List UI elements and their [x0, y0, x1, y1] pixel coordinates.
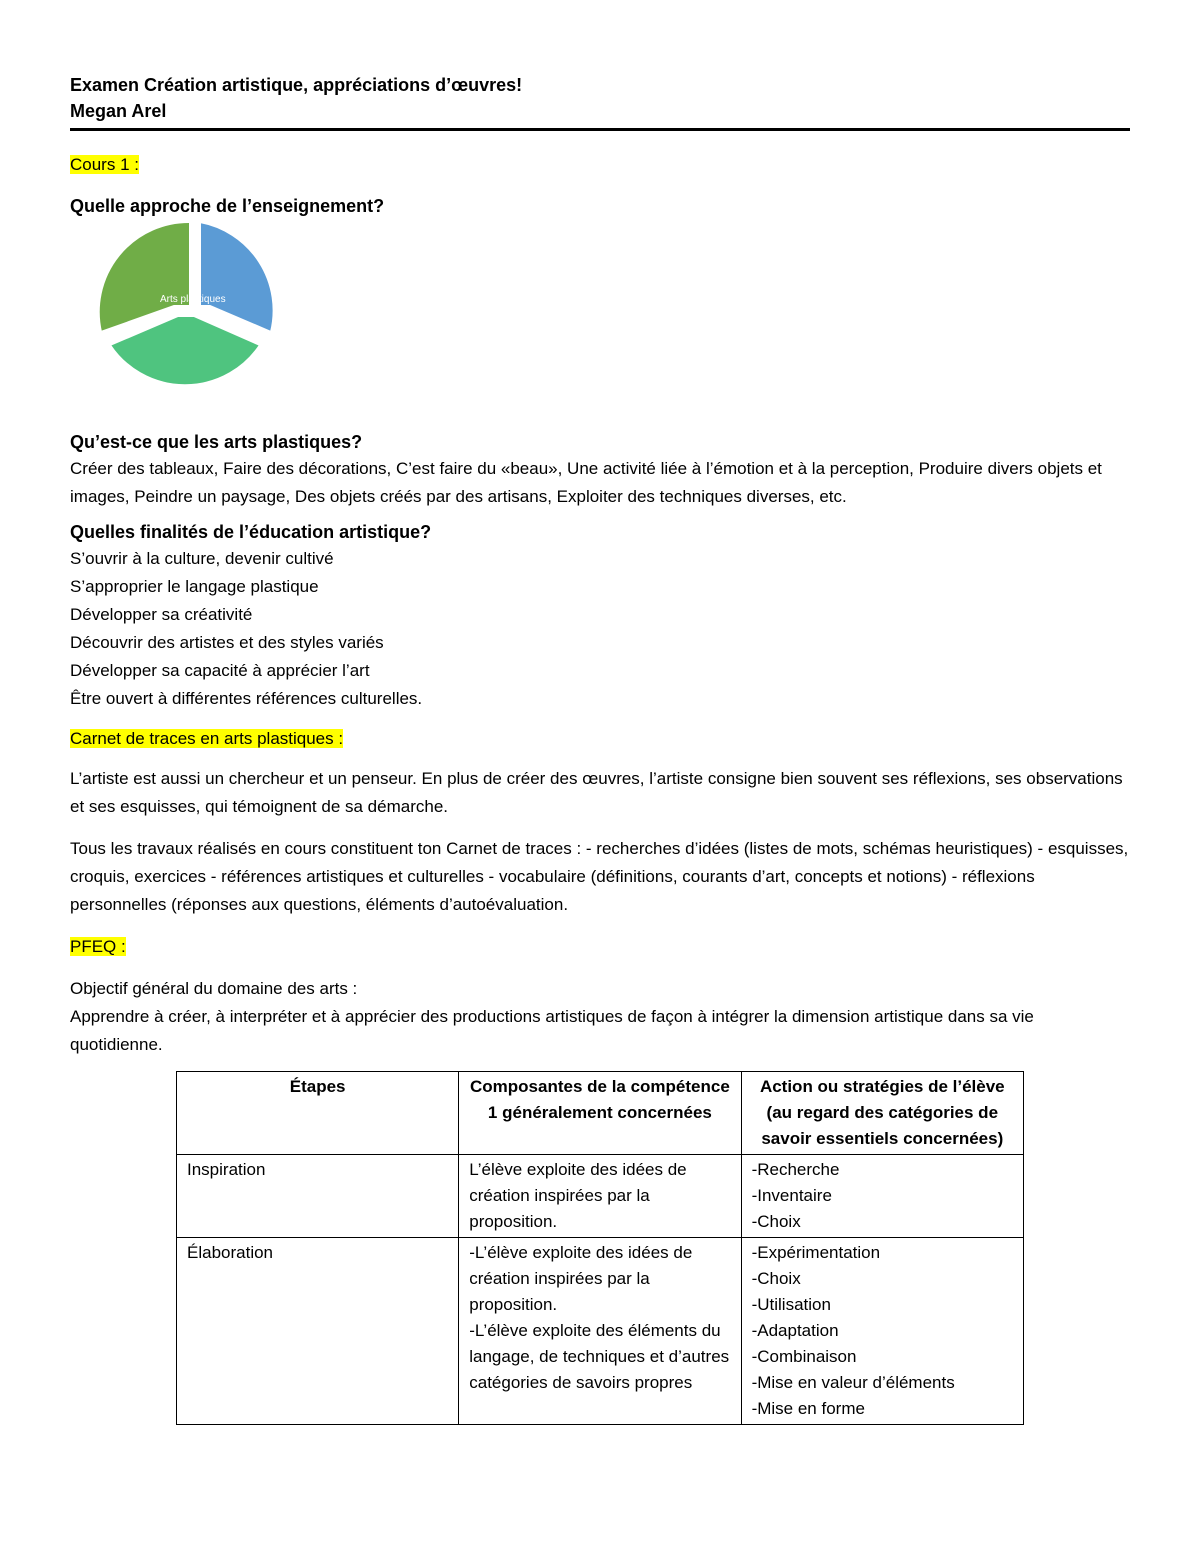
- cell-line: -Choix: [751, 1212, 801, 1231]
- table-header: Étapes: [177, 1072, 459, 1155]
- document-author: Megan Arel: [70, 101, 167, 121]
- cell-line: -Mise en forme: [751, 1399, 865, 1418]
- list-item: Développer sa capacité à apprécier l’art: [70, 661, 370, 680]
- table-cell-actions: [741, 1155, 1023, 1238]
- cell-line: -L’élève exploite des idées de création inspirées par la proposition.: [469, 1243, 693, 1314]
- cours-1-heading: [70, 151, 1130, 179]
- cell-line: -Utilisation: [751, 1295, 831, 1314]
- carnet-paragraph-2: Tous les travaux réalisés en cours constituent ton Carnet de traces : - recherches d’idées (listes de mots, schémas heuristiques) - esquisses, croquis, exercices - références artistiques et culturelles - vocabulaire (définitions, courants d’art, concepts et notions) - réflexions personnelles (réponses aux questions, éléments d’autoévaluation.: [70, 839, 1129, 914]
- table-header-row: [177, 1072, 1024, 1155]
- table-cell-actions: [741, 1238, 1023, 1425]
- cell-line: -Expérimentation: [751, 1243, 881, 1262]
- cycle-segment-blue: [200, 222, 274, 332]
- document-title: Examen Création artistique, appréciations d’œuvres!: [70, 75, 523, 95]
- table-cell-composantes: [459, 1155, 741, 1238]
- list-item: S’approprier le langage plastique: [70, 577, 319, 596]
- table-cell-etape: Élaboration: [177, 1238, 459, 1425]
- carnet-label: Carnet de traces en arts plastiques :: [70, 729, 344, 748]
- etapes-table: [176, 1071, 1024, 1425]
- pfeq-label: PFEQ :: [70, 937, 126, 956]
- table-cell-composantes: [459, 1238, 741, 1425]
- arts-heading: Qu’est-ce que les arts plastiques?: [70, 432, 363, 452]
- cycle-center-label: Arts plastiques: [160, 294, 226, 305]
- cell-line: -Choix: [751, 1269, 801, 1288]
- pfeq-heading: [70, 933, 1130, 961]
- cycle-segment-teal: [110, 316, 260, 385]
- finalites-list: [70, 545, 1130, 713]
- cell-line: -Recherche: [751, 1160, 840, 1179]
- cell-line: -Adaptation: [751, 1321, 839, 1340]
- list-item: Développer sa créativité: [70, 605, 253, 624]
- cell-line: -Mise en valeur d’éléments: [751, 1373, 955, 1392]
- header-rule: [70, 128, 1130, 131]
- list-item: Être ouvert à différentes références culturelles.: [70, 689, 423, 708]
- finalites-heading: Quelles finalités de l’éducation artistique?: [70, 522, 432, 542]
- table-header: Action ou stratégies de l’élève (au regard des catégories de savoir essentiels concernées): [741, 1072, 1023, 1155]
- cell-line: -Combinaison: [751, 1347, 857, 1366]
- carnet-paragraph-1: L’artiste est aussi un chercheur et un penseur. En plus de créer des œuvres, l’artiste consigne bien souvent ses réflexions, ses observations et ses esquisses, qui témoignent de sa démarche.: [70, 769, 1123, 816]
- table-row: [177, 1155, 1024, 1238]
- arts-text: Créer des tableaux, Faire des décorations, C’est faire du «beau», Une activité liée à l’émotion et à la perception, Produire divers objets et images, Peindre un paysage, Des objets créés par des artisans, Exploiter des techniques diverses, etc.: [70, 459, 1102, 506]
- cours-1-label: Cours 1 :: [70, 155, 139, 174]
- cell-line: L’élève exploite des idées de création inspirées par la proposition.: [469, 1160, 687, 1231]
- cell-line: -L’élève exploite des éléments du langage, de techniques et d’autres catégories de savoirs propres: [469, 1321, 730, 1392]
- cell-line: -Inventaire: [751, 1186, 832, 1205]
- approche-heading: Quelle approche de l’enseignement?: [70, 196, 385, 216]
- table-row: [177, 1238, 1024, 1425]
- carnet-heading: [70, 725, 1130, 753]
- table-header: Composantes de la compétence 1 généralement concernées: [459, 1072, 741, 1155]
- cycle-diagram: [90, 219, 290, 399]
- list-item: S’ouvrir à la culture, devenir cultivé: [70, 549, 334, 568]
- pfeq-objective-label: Objectif général du domaine des arts :: [70, 979, 358, 998]
- document-page: [70, 72, 1130, 1425]
- cycle-segment-green: [99, 222, 190, 332]
- table-cell-etape: Inspiration: [177, 1155, 459, 1238]
- list-item: Découvrir des artistes et des styles variés: [70, 633, 384, 652]
- pfeq-objective-text: Apprendre à créer, à interpréter et à apprécier des productions artistiques de façon à intégrer la dimension artistique dans sa vie quotidienne.: [70, 1007, 1034, 1054]
